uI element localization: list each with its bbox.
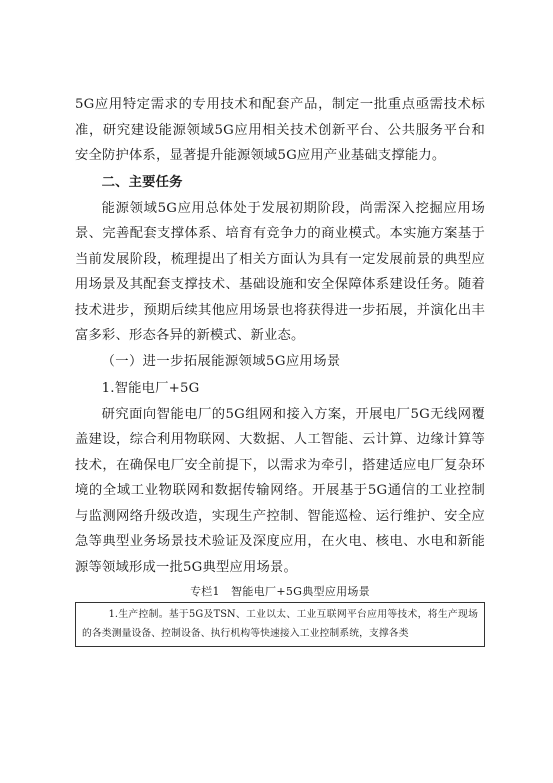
subsection-heading-expand-scenarios: （一）进一步拓展能源领域5G应用场景 (101, 353, 341, 369)
main-tasks-paragraph: 能源领域5G应用总体处于发展初期阶段，尚需深入挖掘应用场景、完善配套支撑体系、培育有竞争力的商业模式。本实施方案基于当前发展阶段，梳理提出了相关方面认为具有一定发展前景的典型应用场景及其配套支撑技术、基础设施和安全保障体系建设任务。随着技术进步，预期后续其他应用场景也将获得进一步拓展，并演化出丰富多彩、形态各异的新模式、新业态。 (75, 200, 485, 343)
column-box-title: 专栏1 智能电厂+5G典型应用场景 (189, 585, 371, 598)
smart-power-plant-paragraph: 研究面向智能电厂的5G组网和接入方案，开展电厂5G无线网覆盖建设，综合利用物联网、大数据、人工智能、云计算、边缘计算等技术，在确保电厂安全前提下，以需求为牵引，搭建适应电厂复杂环境的全域工业物联网和数据传输网络。开展基于5G通信的工业控制与监测网络升级改造，实现生产控制、智能巡检、运行维护、安全应急等典型业务场景技术验证及深度应用，在火电、核电、水电和新能源等领域形成一批5G典型应用场景。 (75, 406, 485, 575)
item-heading-smart-power-plant: 1.智能电厂+5G (101, 380, 200, 396)
column-box-paragraph: 1.生产控制。基于5G及TSN、工业以太、工业互联网平台应用等技术，将生产现场的各类测量设备、控制设备、执行机构等快速接入工业控制系统，支撑各类 (82, 609, 478, 639)
column-box (75, 602, 485, 647)
section-heading-main-tasks: 二、主要任务 (101, 174, 183, 190)
intro-paragraph: 5G应用特定需求的专用技术和配套产品，制定一批重点亟需技术标准，研究建设能源领域5G应用相关技术创新平台、公共服务平台和安全防护体系，显著提升能源领域5G应用产业基础支撑能力。 (75, 97, 485, 163)
document-body (75, 92, 485, 647)
